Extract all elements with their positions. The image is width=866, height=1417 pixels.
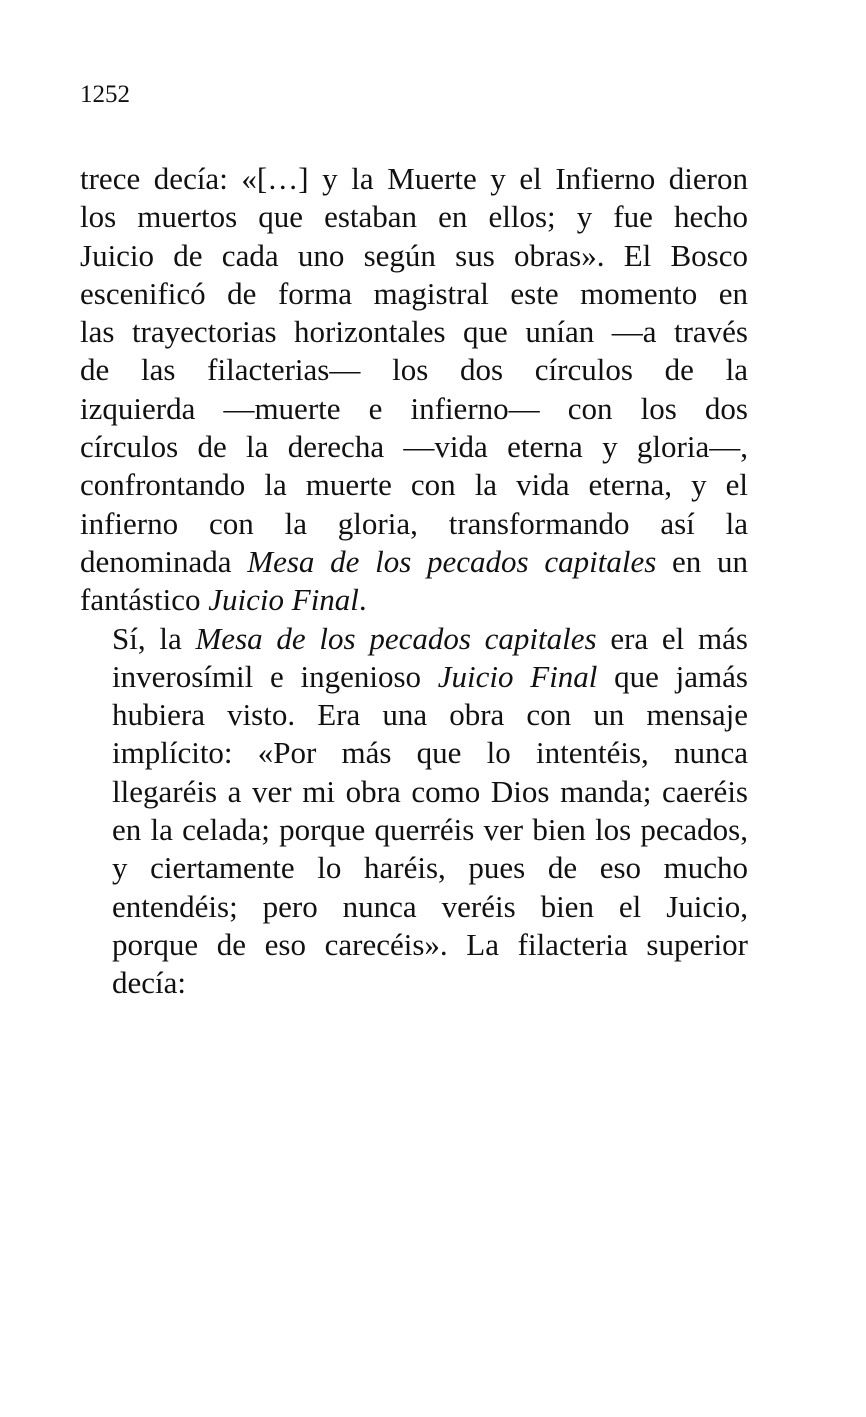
- text-line: [80, 505, 748, 543]
- text-line: [80, 888, 748, 926]
- text-line: [80, 198, 748, 236]
- text-line: [80, 581, 748, 619]
- text-line: [80, 849, 748, 887]
- text-segment: fantástico: [80, 582, 209, 618]
- text-segment: implícito: «Por más que lo intentéis, nunca: [112, 735, 748, 771]
- text-line: [80, 734, 748, 772]
- text-segment: en la celada; porque querréis ver bien los pecados,: [112, 812, 748, 848]
- text-segment: hubiera visto. Era una obra con un mensaje: [112, 697, 748, 733]
- text-segment: denominada: [80, 543, 248, 579]
- text-segment: escenificó de forma magistral este momento en: [80, 275, 748, 311]
- paragraph: [80, 160, 748, 620]
- text-line: [80, 466, 748, 504]
- text-line: [80, 237, 748, 275]
- italic-title: Juicio Final: [208, 582, 359, 618]
- text-line: [80, 160, 748, 198]
- text-segment: inverosímil e ingenioso: [112, 658, 438, 694]
- text-segment: .: [358, 582, 367, 618]
- text-line: [80, 620, 748, 658]
- text-line: [80, 390, 748, 428]
- page-number: 1252: [80, 81, 130, 108]
- text-segment: círculos de la derecha —vida eterna y gloria—,: [80, 429, 748, 465]
- text-line: [80, 275, 748, 313]
- text-segment: llegaréis a ver mi obra como Dios manda; caeréis: [112, 773, 748, 809]
- text-segment: confrontando la muerte con la vida eterna, y el: [80, 467, 748, 503]
- body-text: [80, 160, 748, 1003]
- text-line: [80, 543, 748, 581]
- text-segment: decía:: [112, 965, 187, 1001]
- text-segment: porque de eso carecéis». La filacteria superior: [112, 926, 748, 962]
- text-segment: entendéis; pero nunca veréis bien el Juicio,: [112, 888, 748, 924]
- paragraph: [80, 620, 748, 1003]
- text-segment: de las filacterias— los dos círculos de la: [80, 352, 748, 388]
- italic-title: Mesa de los pecados capitales: [247, 543, 657, 579]
- text-line: [80, 926, 748, 964]
- text-segment: y ciertamente lo haréis, pues de eso mucho: [112, 850, 748, 886]
- text-line: [80, 351, 748, 389]
- text-segment: Juicio de cada uno según sus obras». El Bosco: [80, 237, 748, 273]
- text-segment: en un: [656, 543, 748, 579]
- text-line: [80, 811, 748, 849]
- text-segment: que jamás: [597, 658, 748, 694]
- italic-title: Mesa de los pecados capitales: [195, 620, 597, 656]
- text-line: [80, 313, 748, 351]
- text-segment: las trayectorias horizontales que unían —a través: [80, 314, 748, 350]
- text-line: [80, 658, 748, 696]
- text-line: [80, 964, 748, 1002]
- text-segment: trece decía: «[…] y la Muerte y el Infierno dieron: [80, 161, 748, 196]
- italic-title: Juicio Final: [437, 658, 598, 694]
- text-segment: era el más: [596, 620, 748, 656]
- text-segment: izquierda —muerte e infierno— con los dos: [80, 390, 748, 426]
- text-line: [80, 428, 748, 466]
- text-segment: los muertos que estaban en ellos; y fue hecho: [80, 199, 748, 235]
- text-line: [80, 696, 748, 734]
- text-line: [80, 773, 748, 811]
- text-segment: infierno con la gloria, transformando así la: [80, 505, 748, 541]
- text-segment: Sí, la: [112, 620, 196, 656]
